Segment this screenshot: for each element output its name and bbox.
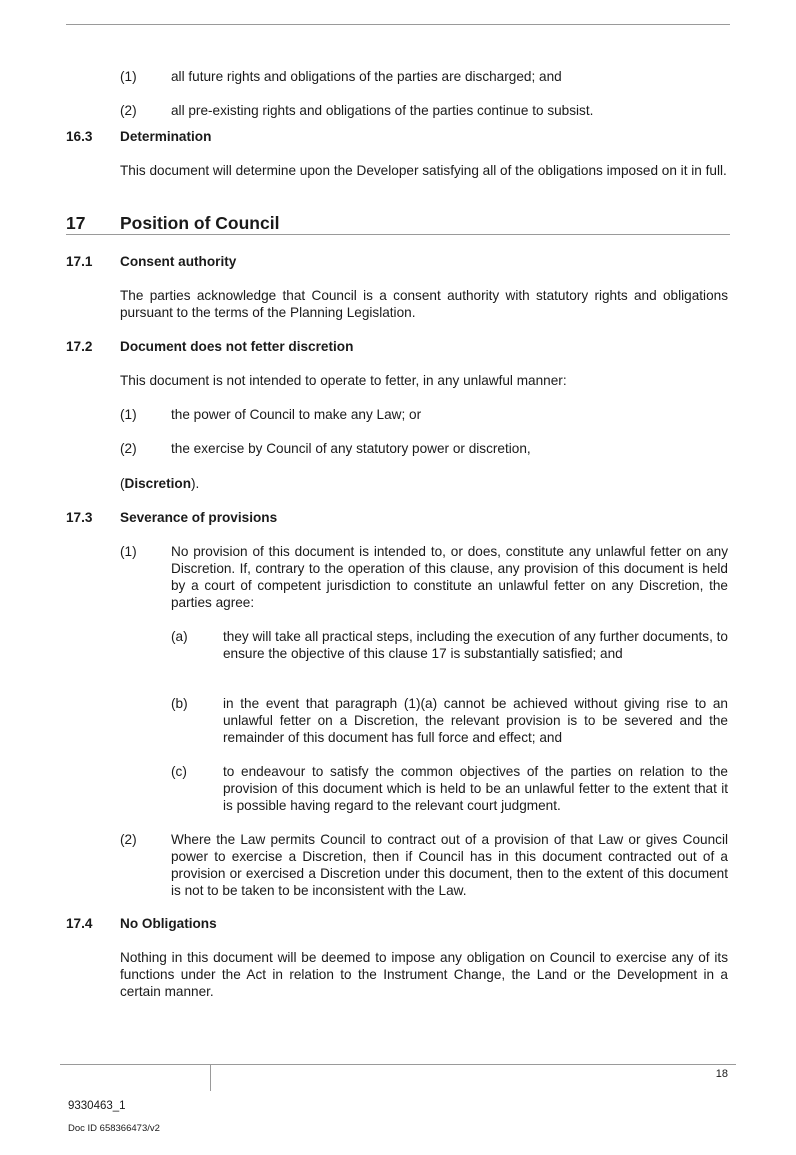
section-heading: Position of Council [120, 213, 280, 233]
subitem-number: (a) [171, 629, 188, 644]
list-item-text: all pre-existing rights and obligations of the parties continue to subsist. [171, 103, 594, 118]
subitem-text: in the event that paragraph (1)(a) cannot be achieved without giving rise to an unlawful fetter on a Discretion, the relevant provision is to be severed and the remainder of this document has full force and effect; and [223, 696, 728, 745]
list-item-text: No provision of this document is intended to, or does, constitute any unlawful fetter on any Discretion. If, contrary to the operation of this clause, any provision of this document is held by a court of competent jurisdiction to constitute an unlawful fetter on any Discretion, the parties agree: [171, 544, 728, 610]
item-number: (1) [120, 69, 137, 84]
clause-number: 17.4 [66, 916, 93, 931]
section-rule [66, 234, 730, 235]
header-rule [66, 24, 730, 25]
definition-open: ( [120, 476, 125, 491]
clause-heading: Severance of provisions [120, 510, 278, 525]
subitem-number: (b) [171, 696, 188, 711]
section-number: 17 [66, 213, 86, 233]
clause-body: This document is not intended to operate to fetter, in any unlawful manner: [120, 373, 567, 388]
clause-body: Nothing in this document will be deemed to impose any obligation on Council to exercise any of its functions under the Act in relation to the Instrument Change, the Land or the Development in a certain manner. [120, 950, 728, 999]
item-number: (2) [120, 103, 137, 118]
page-number: 18 [715, 1068, 728, 1080]
footer-rule [60, 1064, 736, 1065]
definition-line [120, 475, 199, 492]
document-id: Doc ID 658366473/v2 [68, 1123, 160, 1134]
item-number: (2) [120, 441, 137, 456]
clause-body: The parties acknowledge that Council is a consent authority with statutory rights and obligations pursuant to the terms of the Planning Legislation. [120, 288, 728, 320]
clause-number: 17.3 [66, 510, 93, 525]
list-item-text: all future rights and obligations of the parties are discharged; and [171, 69, 562, 84]
clause-body: This document will determine upon the Developer satisfying all of the obligations imposed on it in full. [120, 163, 727, 178]
definition-close: ). [191, 476, 200, 491]
subitem-text: they will take all practical steps, including the execution of any further documents, to ensure the objective of this clause 17 is substantially satisfied; and [223, 629, 728, 661]
clause-number: 16.3 [66, 129, 93, 144]
footer-divider [210, 1064, 211, 1091]
list-item-text: Where the Law permits Council to contract out of a provision of that Law or gives Council power to exercise a Discretion, then if Council has in this document contracted out of a provision or exercised a Discretion under this document, then to the extent of this document is not to be taken to be inconsistent with the Law. [171, 832, 728, 898]
subitem-text: to endeavour to satisfy the common objectives of the parties on relation to the provision of this document which is held to be an unlawful fetter to the extent that it is possible having regard to the relevant court judgment. [223, 764, 728, 813]
clause-heading: No Obligations [120, 916, 217, 931]
list-item-text: the power of Council to make any Law; or [171, 407, 422, 422]
document-number: 9330463_1 [68, 1100, 126, 1112]
item-number: (2) [120, 832, 137, 847]
subitem-number: (c) [171, 764, 187, 779]
clause-number: 17.1 [66, 254, 93, 269]
clause-number: 17.2 [66, 339, 93, 354]
defined-term: Discretion [124, 476, 192, 491]
clause-heading: Document does not fetter discretion [120, 339, 354, 354]
item-number: (1) [120, 407, 137, 422]
clause-heading: Consent authority [120, 254, 237, 269]
clause-heading: Determination [120, 129, 212, 144]
item-number: (1) [120, 544, 137, 559]
list-item-text: the exercise by Council of any statutory power or discretion, [171, 441, 531, 456]
